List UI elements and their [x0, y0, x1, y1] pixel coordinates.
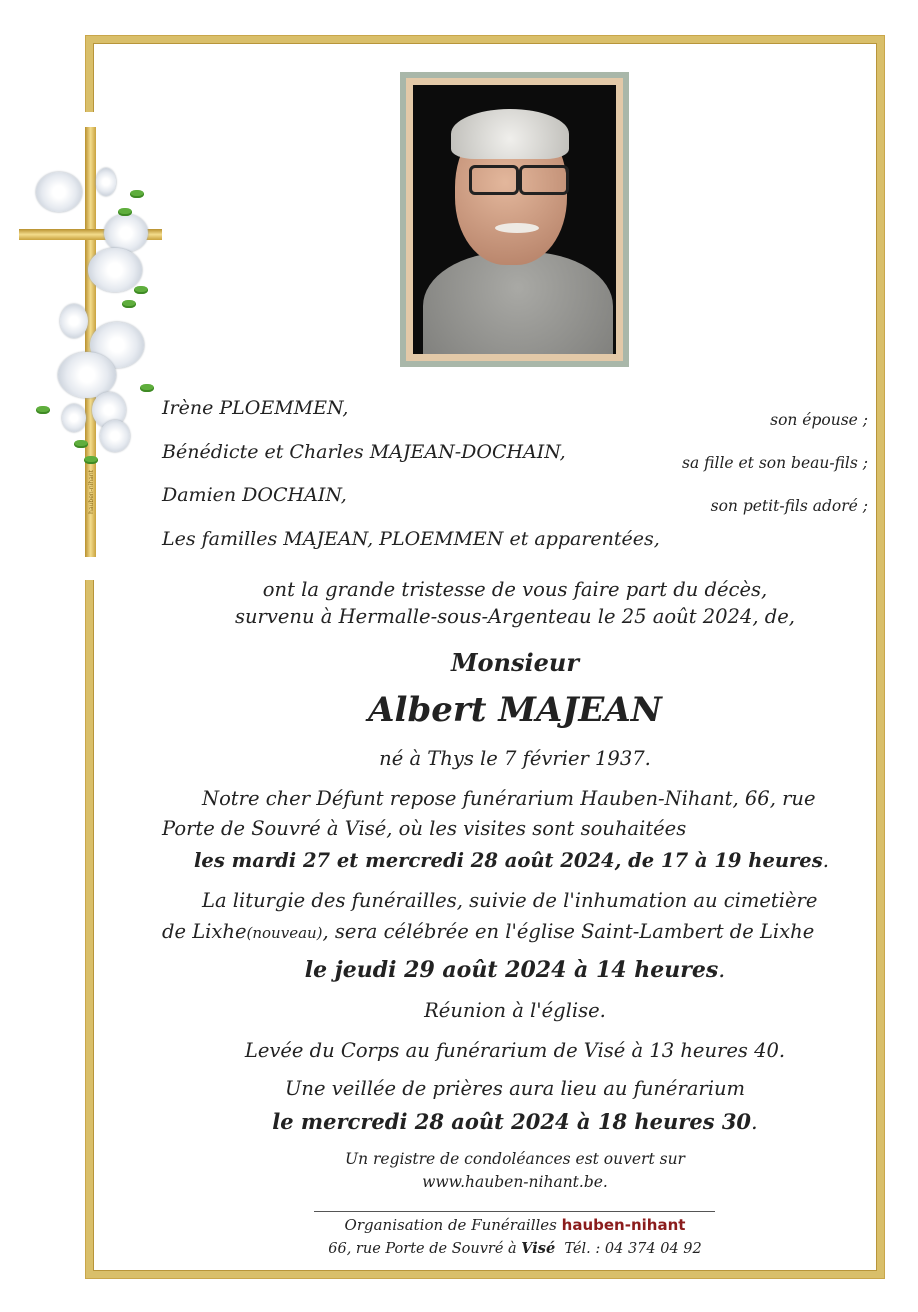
leaf-icon — [122, 300, 136, 308]
magnolia-flower-icon — [60, 304, 88, 338]
family-member-name: Damien DOCHAIN, — [162, 484, 347, 506]
family-member-name: Les familles MAJEAN, PLOEMMEN et apparentées, — [162, 528, 660, 550]
portrait-moustache — [495, 223, 539, 233]
leaf-icon — [130, 190, 144, 198]
family-member-relation: son épouse ; — [770, 411, 868, 429]
vigil-date: le mercredi 28 août 2024 à 18 heures 30 — [272, 1109, 752, 1134]
leaf-icon — [36, 406, 50, 414]
portrait-mat — [406, 78, 623, 361]
footer-brand-logo: hauben-nihant — [561, 1216, 686, 1234]
funeral-line: La liturgie des funérailles, suivie de l'inhumation au cimetière — [202, 889, 818, 912]
portrait-shirt — [423, 252, 613, 354]
leaf-icon — [140, 384, 154, 392]
vigil-line: Une veillée de prières aura lieu au funérarium — [284, 1077, 746, 1100]
portrait-frame — [400, 72, 629, 367]
leaf-icon — [118, 208, 132, 216]
deceased-title: Monsieur — [450, 648, 579, 677]
deceased-name: Albert MAJEAN — [368, 690, 662, 730]
magnolia-flower-icon — [62, 404, 86, 432]
glasses-icon — [519, 165, 569, 195]
magnolia-flower-icon — [96, 168, 116, 196]
deceased-birth: né à Thys le 7 février 1937. — [379, 747, 651, 770]
visits-dates: les mardi 27 et mercredi 28 août 2024, de 17 à 19 heures — [194, 849, 823, 872]
leaf-icon — [134, 286, 148, 294]
footer-phone: Tél. : 04 374 04 92 — [564, 1241, 702, 1257]
reunion-text: Réunion à l'église. — [424, 999, 606, 1022]
footer-city: Visé — [521, 1240, 556, 1257]
cross-signature: hauben-nihant — [88, 470, 95, 514]
announcement-line: survenu à Hermalle-sous-Argenteau le 25 août 2024, de, — [234, 605, 795, 628]
family-member-name: Bénédicte et Charles MAJEAN-DOCHAIN, — [162, 441, 566, 463]
family-member-relation: son petit-fils adoré ; — [710, 497, 868, 515]
funeral-line: de Lixhe — [162, 920, 247, 943]
magnolia-flower-icon — [100, 420, 130, 452]
visits-line: Porte de Souvré à Visé, où les visites sont souhaitées — [162, 817, 687, 840]
portrait-hair — [451, 109, 569, 159]
glasses-icon — [469, 165, 519, 195]
footer-org-label: Organisation de Funérailles — [344, 1216, 557, 1234]
family-member-name: Irène PLOEMMEN, — [162, 397, 349, 419]
announcement-line: ont la grande tristesse de vous faire part du décès, — [262, 578, 768, 601]
funeral-dot: . — [718, 958, 726, 983]
register-website: www.hauben-nihant.be. — [422, 1173, 608, 1191]
leaf-icon — [74, 440, 88, 448]
visits-dot: . — [822, 849, 829, 872]
family-member-relation: sa fille et son beau-fils ; — [682, 454, 868, 472]
funeral-note: (nouveau) — [246, 924, 323, 942]
magnolia-flower-icon — [88, 248, 142, 292]
levee-text: Levée du Corps au funérarium de Visé à 13 heures 40. — [244, 1039, 786, 1062]
leaf-icon — [84, 456, 98, 464]
visits-line: Notre cher Défunt repose funérarium Hauben-Nihant, 66, rue — [202, 787, 816, 810]
footer-address: 66, rue Porte de Souvré à — [328, 1241, 517, 1257]
portrait-photo — [413, 85, 616, 354]
funeral-line: , sera célébrée en l'église Saint-Lambert de Lixhe — [322, 920, 815, 943]
funeral-date: le jeudi 29 août 2024 à 14 heures — [304, 957, 719, 983]
register-line: Un registre de condoléances est ouvert sur — [345, 1150, 685, 1168]
magnolia-flower-icon — [36, 172, 82, 212]
vigil-dot: . — [751, 1110, 758, 1134]
magnolia-flower-icon — [104, 214, 148, 252]
footer-divider — [314, 1211, 715, 1212]
